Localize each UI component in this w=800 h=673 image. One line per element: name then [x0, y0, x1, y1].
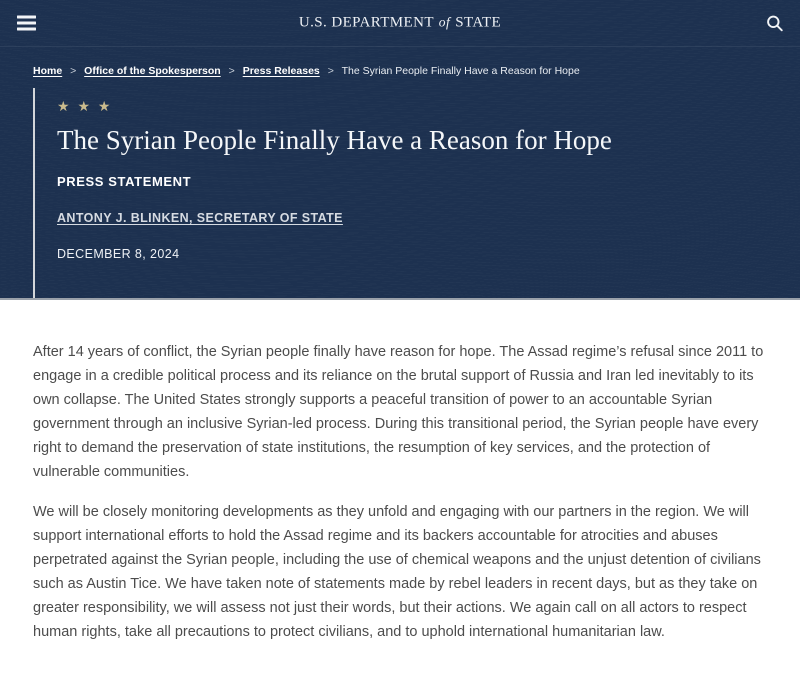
breadcrumb-link-office-of-the-spokesperson[interactable]: Office of the Spokesperson: [84, 65, 221, 77]
brand-part2: STATE: [455, 14, 502, 31]
paragraph: After 14 years of conflict, the Syrian people finally have reason for hope. The Assad regime’s refusal since 2011 to engage in a credible political process and its reliance on the brutal support of Russia and Iran led inevitably to its own collapse. The United States strongly supports a peaceful transition of power to an accountable Syrian government through an inclusive Syrian-led process. During this transitional period, the Syrian people have every right to demand the preservation of state institutions, the resumption of key services, and the protection of vulnerable communities.: [33, 344, 764, 480]
breadcrumb-link-home[interactable]: Home: [33, 65, 63, 77]
paragraph: We will be closely monitoring developments as they unfold and engaging with our partners in the region. We will support international efforts to hold the Assad regime and its backers accountable for atrocities and abuses perpetrated against the Syrian people, including the use of chemical weapons and the unjust detention of civilians such as Austin Tice. We have taken note of statements made by rebel leaders in recent days, but as they take on greater responsibility, we will assess not just their words, but their actions. We again call on all actors to respect human rights, take all precautions to protect civilians, and to uphold international humanitarian law.: [33, 504, 761, 640]
search-icon: [765, 14, 784, 33]
site-header: [0, 0, 800, 47]
brand-of: of: [438, 14, 451, 30]
date-label: DECEMBER 8, 2024: [57, 247, 180, 261]
breadcrumb-current: The Syrian People Finally Have a Reason for Hope: [341, 65, 580, 77]
search-button[interactable]: [762, 11, 787, 36]
breadcrumb: [0, 47, 800, 88]
page-title: The Syrian People Finally Have a Reason for Hope: [57, 125, 612, 155]
breadcrumb-link-press-releases[interactable]: Press Releases: [242, 65, 320, 77]
hero: [0, 88, 800, 298]
menu-icon: [17, 16, 36, 31]
hero-inner: [33, 88, 800, 298]
breadcrumb-separator: >: [228, 65, 235, 77]
site-title[interactable]: [299, 15, 501, 32]
menu-button[interactable]: [13, 12, 40, 35]
site-top: [0, 0, 800, 300]
brand-part1: U.S. DEPARTMENT: [298, 14, 434, 31]
breadcrumb-separator: >: [327, 65, 334, 77]
stars-icon: ★ ★ ★: [57, 98, 113, 114]
author-link[interactable]: ANTONY J. BLINKEN, SECRETARY OF STATE: [57, 211, 343, 225]
article-body: [33, 340, 767, 673]
press-statement-label: PRESS STATEMENT: [57, 174, 192, 189]
breadcrumb-separator: >: [70, 65, 77, 77]
